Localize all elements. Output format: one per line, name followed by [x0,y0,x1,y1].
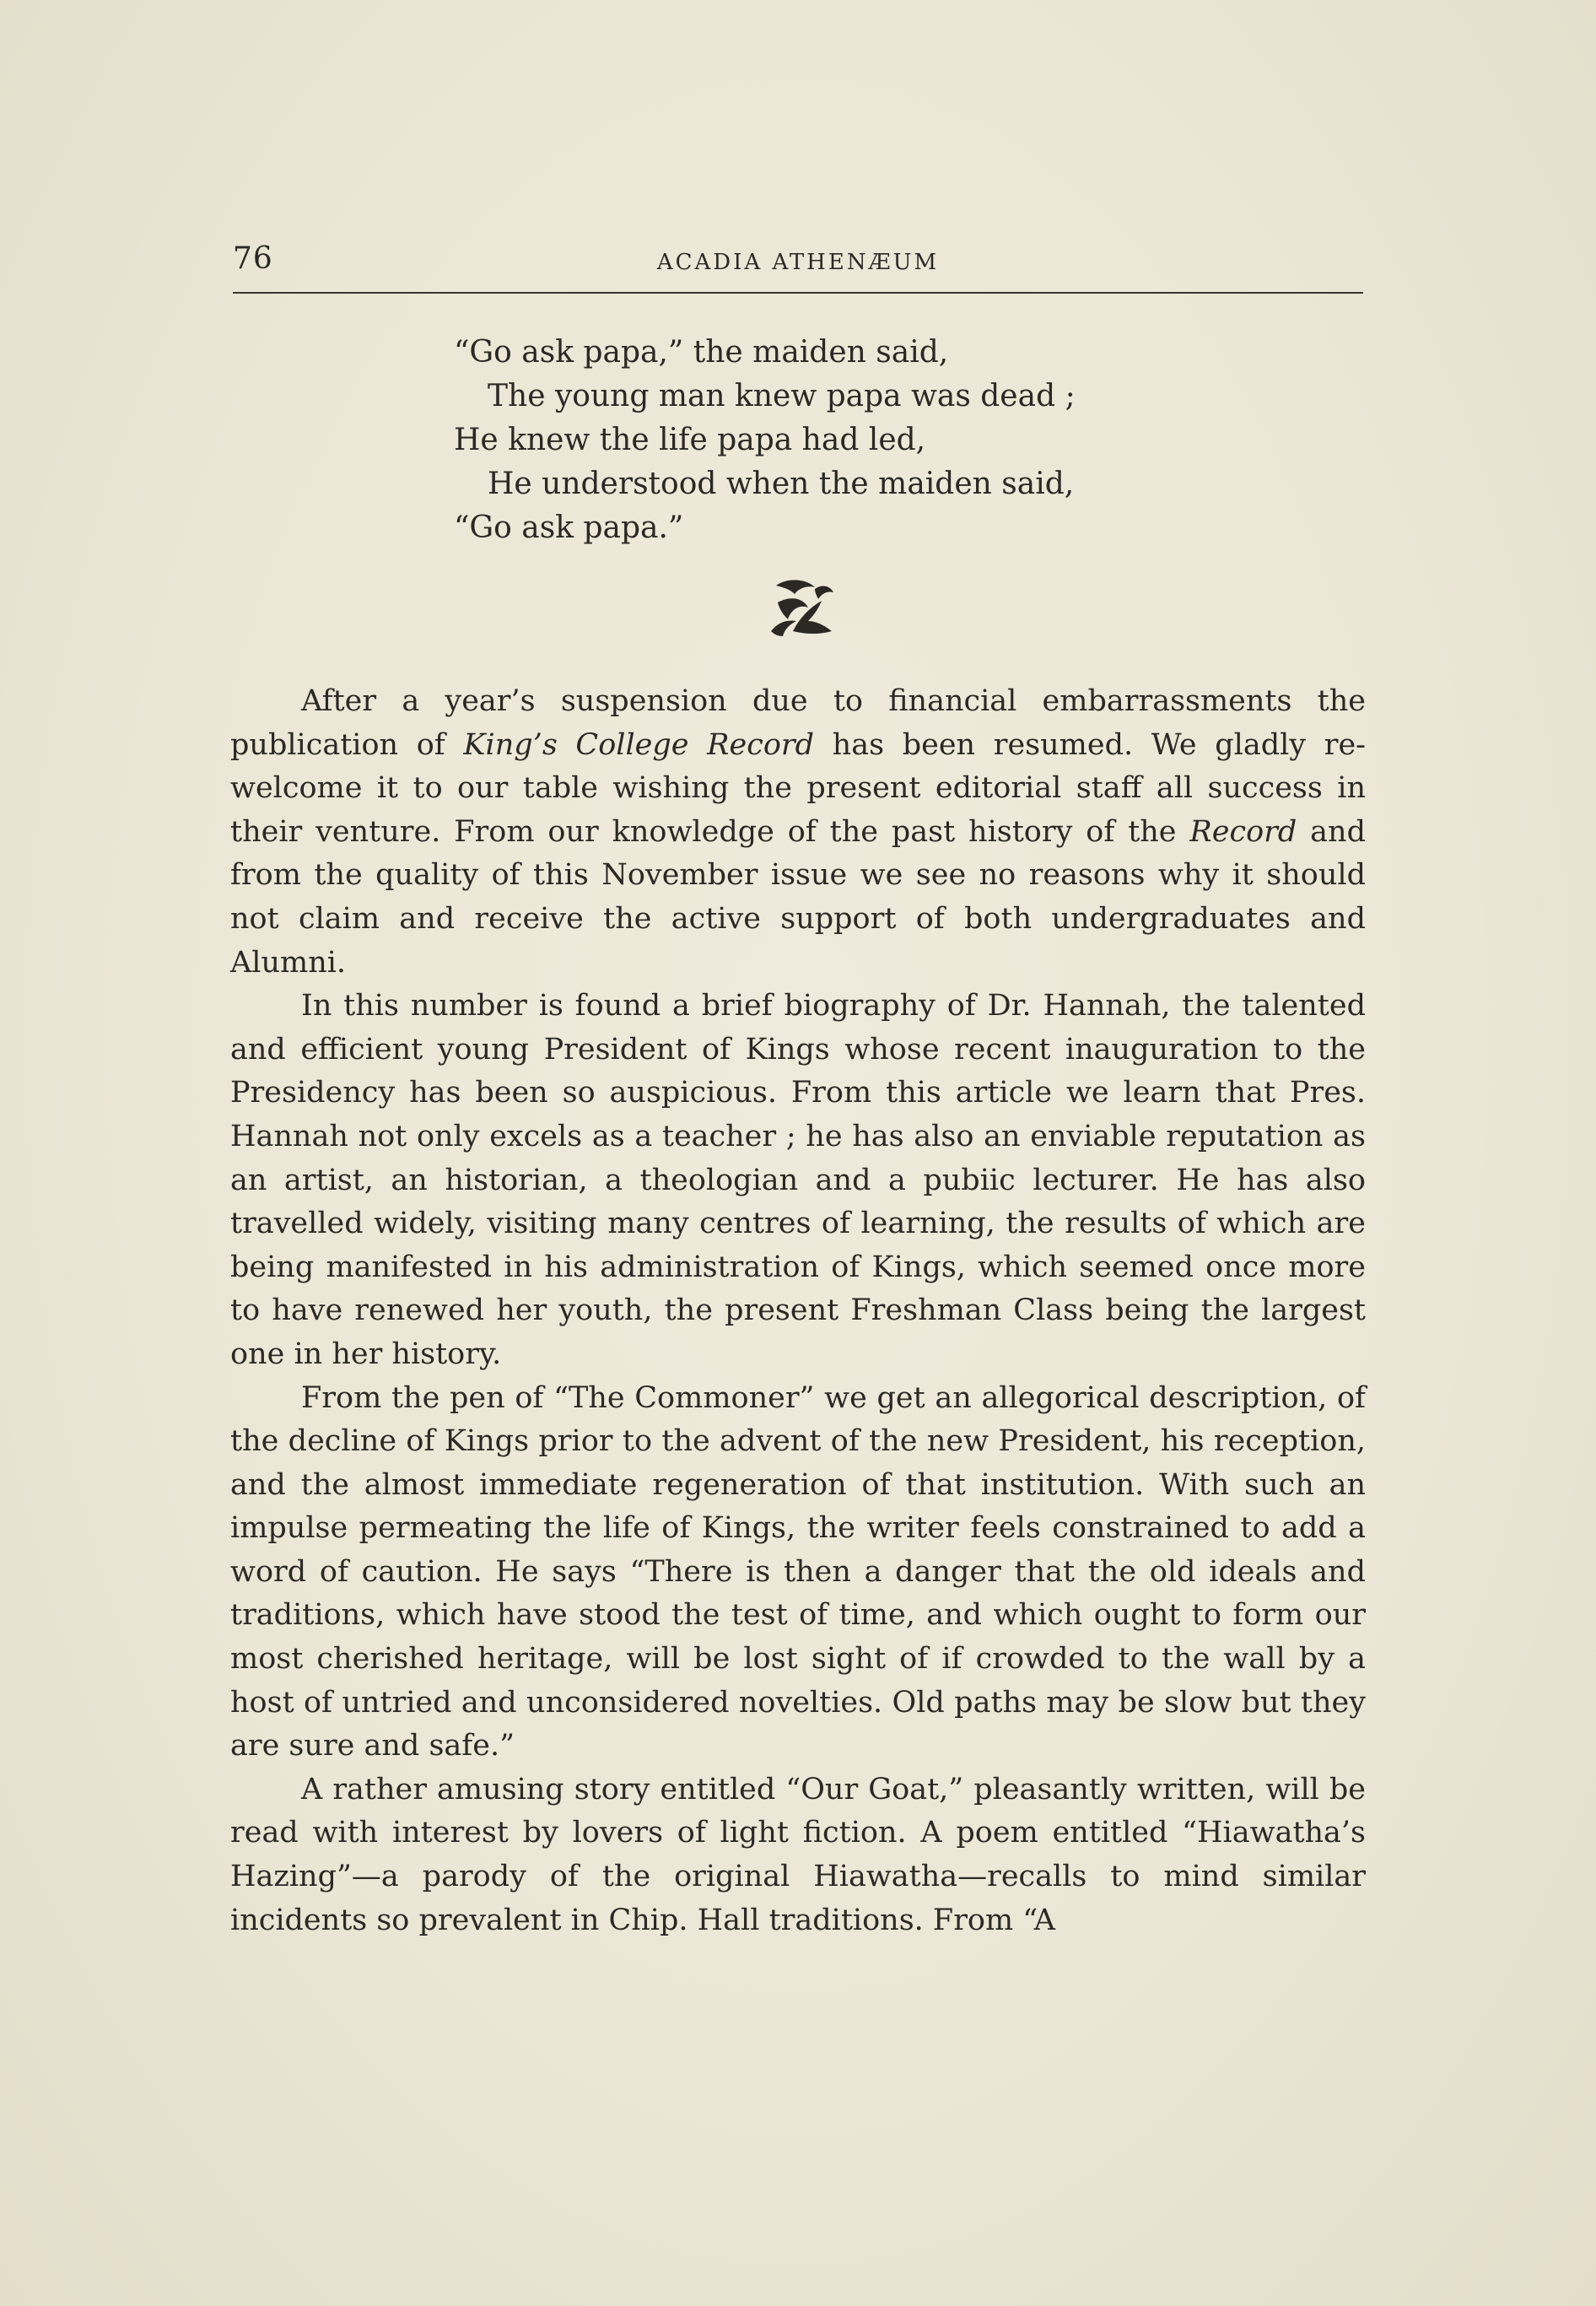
journal-short-title: Record [1189,814,1297,849]
paragraph-text: After a year’s suspension due to financial embarrassments the publication of [230,684,1366,762]
page-number: 76 [233,241,273,276]
fleuron-ornament-icon [759,570,844,641]
paragraph: A rather amusing story entitled “Our Goat,” pleasantly written, will be read with interest by lovers of light fiction. A poem entitled “Hiawatha’s Hazing”—a parody of the original Hiawatha—recalls to mind similar incidents so prevalent in Chip. Hall traditions. From “A [230,1772,1366,1937]
poem [454,331,1076,550]
paragraph-text: has been resumed. We gladly re-welcome it to our table wishing the present editorial staff all success in their venture. From our knowledge of the past history of the [230,727,1366,849]
poem-line: He knew the life papa had led, [454,423,926,457]
poem-line: He understood when the maiden said, [488,467,1075,501]
poem-line: The young man knew papa was dead ; [488,379,1076,413]
paragraph: From the pen of “The Commoner” we get an allegorical description, of the decline of Kings prior to the advent of the new President, his reception, and the almost immediate regeneration of that institution. With such an impulse permeating the life of Kings, the writer feels constrained to add a word of caution. He says “There is then a danger that the old ideals and traditions, which have stood the test of time, and which ought to form our most cherished heritage, will be lost sight of if crowded to the wall by a host of untried and unconsidered novelties. Old paths may be slow but they are sure and safe.” [230,1380,1366,1763]
paragraph [230,680,1366,985]
article-body [230,680,1366,1942]
paragraph-text: and from the quality of this November issue we see no reasons why it should not claim and receive the active support of both undergraduates and Alumni. [230,814,1366,980]
running-head: ACADIA ATHENÆUM [656,250,940,275]
page-header [233,241,1363,284]
poem-line: “Go ask papa.” [454,510,684,545]
journal-title: King’s College Record [463,727,815,762]
header-rule [233,292,1363,294]
poem-line: “Go ask papa,” the maiden said, [454,335,949,370]
paragraph: In this number is found a brief biography of Dr. Hannah, the talented and efficient young President of Kings whose recent inauguration to the Presidency has been so auspicious. From this article we learn that Pres. Hannah not only excels as a teacher ; he has also an enviable reputation as an artist, an historian, a theologian and a pubiic lecturer. He has also travelled widely, visiting many centres of learning, the results of which are being manifested in his administration of Kings, which seemed once more to have renewed her youth, the present Freshman Class being the largest one in her history. [230,989,1366,1371]
